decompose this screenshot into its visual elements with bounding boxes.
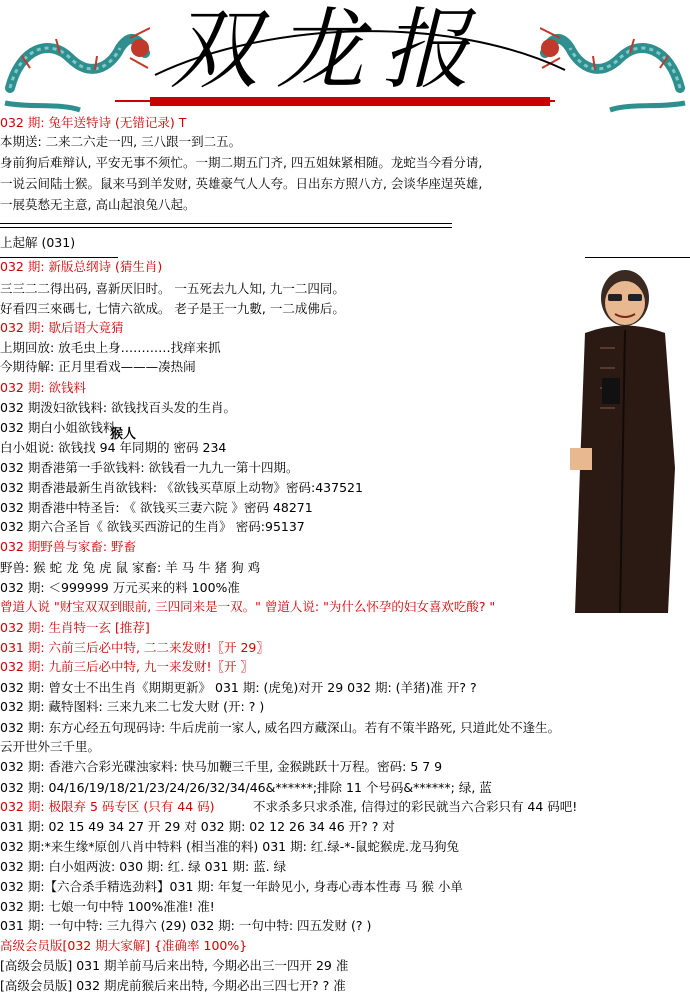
text-line: 032 期: 九前三后必中特, 九一来发财!〖开 〗 (0, 659, 253, 674)
overlay-text: 猴人 (110, 427, 137, 442)
text-line: 032 期: 生肖特一玄 [推荐] (0, 620, 150, 635)
text-line: 一展莫愁无主意, 高山起浪兔八起。 (0, 197, 196, 212)
text-line: 032 期白小姐欲钱料 (0, 420, 116, 435)
text-line: 032 期:【六合杀手精选劲料】031 期: 年复一年龄见小, 身毒心毒本性毒 马 猴 小单 (0, 879, 463, 894)
text-line: 032 期:*来生缘*原创八肖中特料 (相当准的料) 031 期: 红.绿-*-鼠蛇猴虎.龙马狗兔 (0, 839, 459, 854)
text-line: 032 期: 极限弃 5 码专区 (只有 44 码) (0, 799, 215, 814)
divider (585, 257, 690, 258)
double-divider (0, 223, 452, 228)
text-line: [高级会员版] 031 期羊前马后来出特, 今期必出三一四开 29 准 (0, 958, 349, 973)
text-line: 031 期: 02 15 49 34 27 开 29 对 032 期: 02 12 26 34 46 开? ? 对 (0, 819, 395, 834)
text-line: 032 期香港第一手欲钱料: 欲钱看一九九一第十四期。 (0, 460, 299, 475)
text-line: 032 期: 藏特图料: 三来九来二七发大财 (开: ? ) (0, 699, 265, 714)
text-line: 032 期: 东方心经五句现码诗: 牛后虎前一家人, 威名四方藏深山。若有不策半路死, 只道此处不逢生。 (0, 720, 561, 735)
text-line: 一说云间陆士猴。鼠来马到羊发财, 英雄豪气人人夸。日出东方照八方, 会谈华座逞英雄, (0, 176, 483, 191)
text-line: 高级会员版[032 期大家解] {准确率 100%} (0, 938, 248, 953)
text-line: 032 期: 新版总纲诗 (猜生肖) (0, 259, 163, 274)
text-line: 上期回放: 放毛虫上身…………找痒来抓 (0, 340, 221, 355)
text-line: 032 期: 兔年送特诗 (无错记录) T (0, 115, 187, 130)
text-line: 白小姐说: 欲钱找 94 年同期的 密码 234 (0, 440, 227, 455)
text-line: 032 期六合圣旨《 欲钱买西游记的生肖》 密码:95137 (0, 519, 305, 534)
text-line: 好看四三來碼七, 七情六欲成。 老子是王一九數, 一二成佛后。 (0, 301, 345, 316)
text-line: 野兽: 猴 蛇 龙 兔 虎 鼠 家畜: 羊 马 牛 猪 狗 鸡 (0, 560, 261, 575)
text-line: 031 期: 一句中特: 三九得六 (29) 032 期: 一句中特: 四五发财 (? ) (0, 918, 372, 933)
text-line: 不求杀多只求杀准, 信得过的彩民就当六合彩只有 44 码吧! (253, 799, 578, 814)
text-line: 032 期香港中特圣旨: 《 欲钱买三妻六院 》密码 48271 (0, 500, 313, 515)
text-line: 032 期泼妇欲钱料: 欲钱找百头发的生肖。 (0, 400, 237, 415)
text-line: 身前狗后难辩认, 平安无事不须忙。一期二期五门齐, 四五姐妹紧相随。龙蛇当今看分请, (0, 155, 483, 170)
text-line: 032 期: 欲钱料 (0, 380, 87, 395)
text-line: 032 期香港最新生肖欲钱料: 《欲钱买草原上动物》密码:437521 (0, 480, 363, 495)
text-line: 032 期: 曾女士不出生肖《期期更新》 031 期: (虎兔)对开 29 032 期: (羊猪)准 开? ? (0, 680, 477, 695)
text-line: 曾道人说 "财宝双双到眼前, 三四同来是一双。" 曾道人说: "为什么怀孕的妇女喜欢吃酸? " (0, 599, 496, 614)
man-in-robe-illustration (540, 268, 690, 618)
divider (0, 257, 118, 258)
text-line: 本期送: 二来二六走一四, 三八跟一到二五。 (0, 134, 242, 149)
text-line: 032 期: 七娘一句中特 100%准准! 准! (0, 899, 215, 914)
text-line: 032 期: 04/16/19/18/21/23/24/26/32/34/46&******;排除 11 个号码&******; 绿, 蓝 (0, 780, 492, 795)
text-line: 今期待解: 正月里看戏———凑热闹 (0, 359, 196, 374)
text-line: [高级会员版] 032 期虎前猴后来出特, 今期必出三四七开? ? 准 (0, 978, 346, 993)
text-line: 032 期野兽与家畜: 野畜 (0, 539, 137, 554)
text-line: 032 期: 香港六合彩光碟浊家料: 快马加鞭三千里, 金猴跳跃十万程。密码: 5 7 9 (0, 759, 443, 774)
text-line: 三三二二得出码, 喜新厌旧时。 一五死去九人知, 九一二四同。 (0, 281, 345, 296)
masthead (150, 0, 570, 115)
text-line: 云开世外三千里。 (0, 739, 101, 754)
text-line: 032 期: ＜999999 万元买来的料 100%准 (0, 580, 240, 595)
text-line: 031 期: 六前三后必中特, 二二来发财!〖开 29〗 (0, 640, 269, 655)
text-line: 上起解 (031) (0, 235, 76, 250)
text-line: 032 期: 白小姐两波: 030 期: 红. 绿 031 期: 蓝. 绿 (0, 859, 287, 874)
masthead-title: 双龙报 (170, 0, 489, 101)
text-line: 032 期: 歇后语大竟猜 (0, 320, 124, 335)
